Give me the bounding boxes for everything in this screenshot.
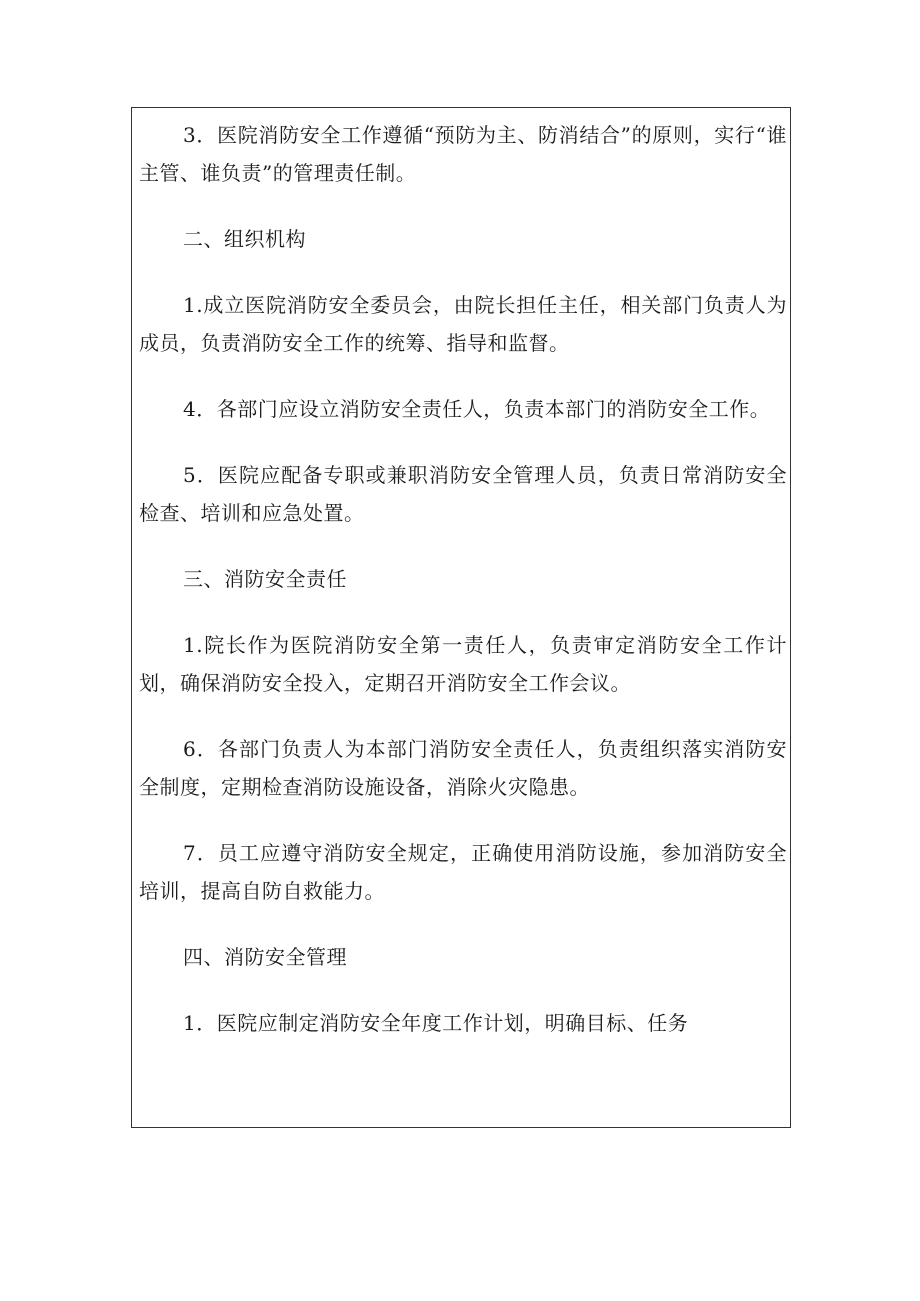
section-heading-management: 四、消防安全管理 bbox=[183, 945, 347, 969]
paragraph-department-heads: 6．各部门负责人为本部门消防安全责任人，负责组织落实消防安全制度，定期检查消防设施设备，消除火灾隐患。 bbox=[139, 737, 787, 799]
spacer bbox=[139, 258, 787, 286]
paragraph-safety-staff: 5．医院应配备专职或兼职消防安全管理人员，负责日常消防安全检查、培训和应急处置。 bbox=[139, 463, 787, 525]
spacer bbox=[139, 362, 787, 390]
spacer bbox=[139, 598, 787, 626]
document-frame bbox=[131, 107, 791, 1128]
spacer bbox=[139, 192, 787, 220]
section-heading-responsibility: 三、消防安全责任 bbox=[183, 567, 347, 591]
spacer bbox=[139, 702, 787, 730]
spacer bbox=[139, 428, 787, 456]
spacer bbox=[139, 532, 787, 560]
paragraph-director: 1.院长作为医院消防安全第一责任人，负责审定消防安全工作计划，确保消防安全投入，定期召开消防安全工作会议。 bbox=[139, 633, 787, 695]
document-body bbox=[139, 116, 787, 1042]
spacer bbox=[139, 976, 787, 1004]
paragraph-annual-plan: 1．医院应制定消防安全年度工作计划，明确目标、任务 bbox=[183, 1011, 689, 1035]
section-heading-organization: 二、组织机构 bbox=[183, 227, 306, 251]
spacer bbox=[139, 910, 787, 938]
paragraph-committee: 1.成立医院消防安全委员会，由院长担任主任，相关部门负责人为成员，负责消防安全工作的统筹、指导和监督。 bbox=[139, 293, 787, 355]
spacer bbox=[139, 806, 787, 834]
paragraph-employees: 7．员工应遵守消防安全规定，正确使用消防设施，参加消防安全培训，提高自防自救能力。 bbox=[139, 841, 787, 903]
paragraph-fire-safety-principle: 3．医院消防安全工作遵循“预防为主、防消结合”的原则，实行“谁主管、谁负责”的管理责任制。 bbox=[139, 123, 787, 185]
paragraph-department-responsible: 4．各部门应设立消防安全责任人，负责本部门的消防安全工作。 bbox=[183, 397, 771, 421]
